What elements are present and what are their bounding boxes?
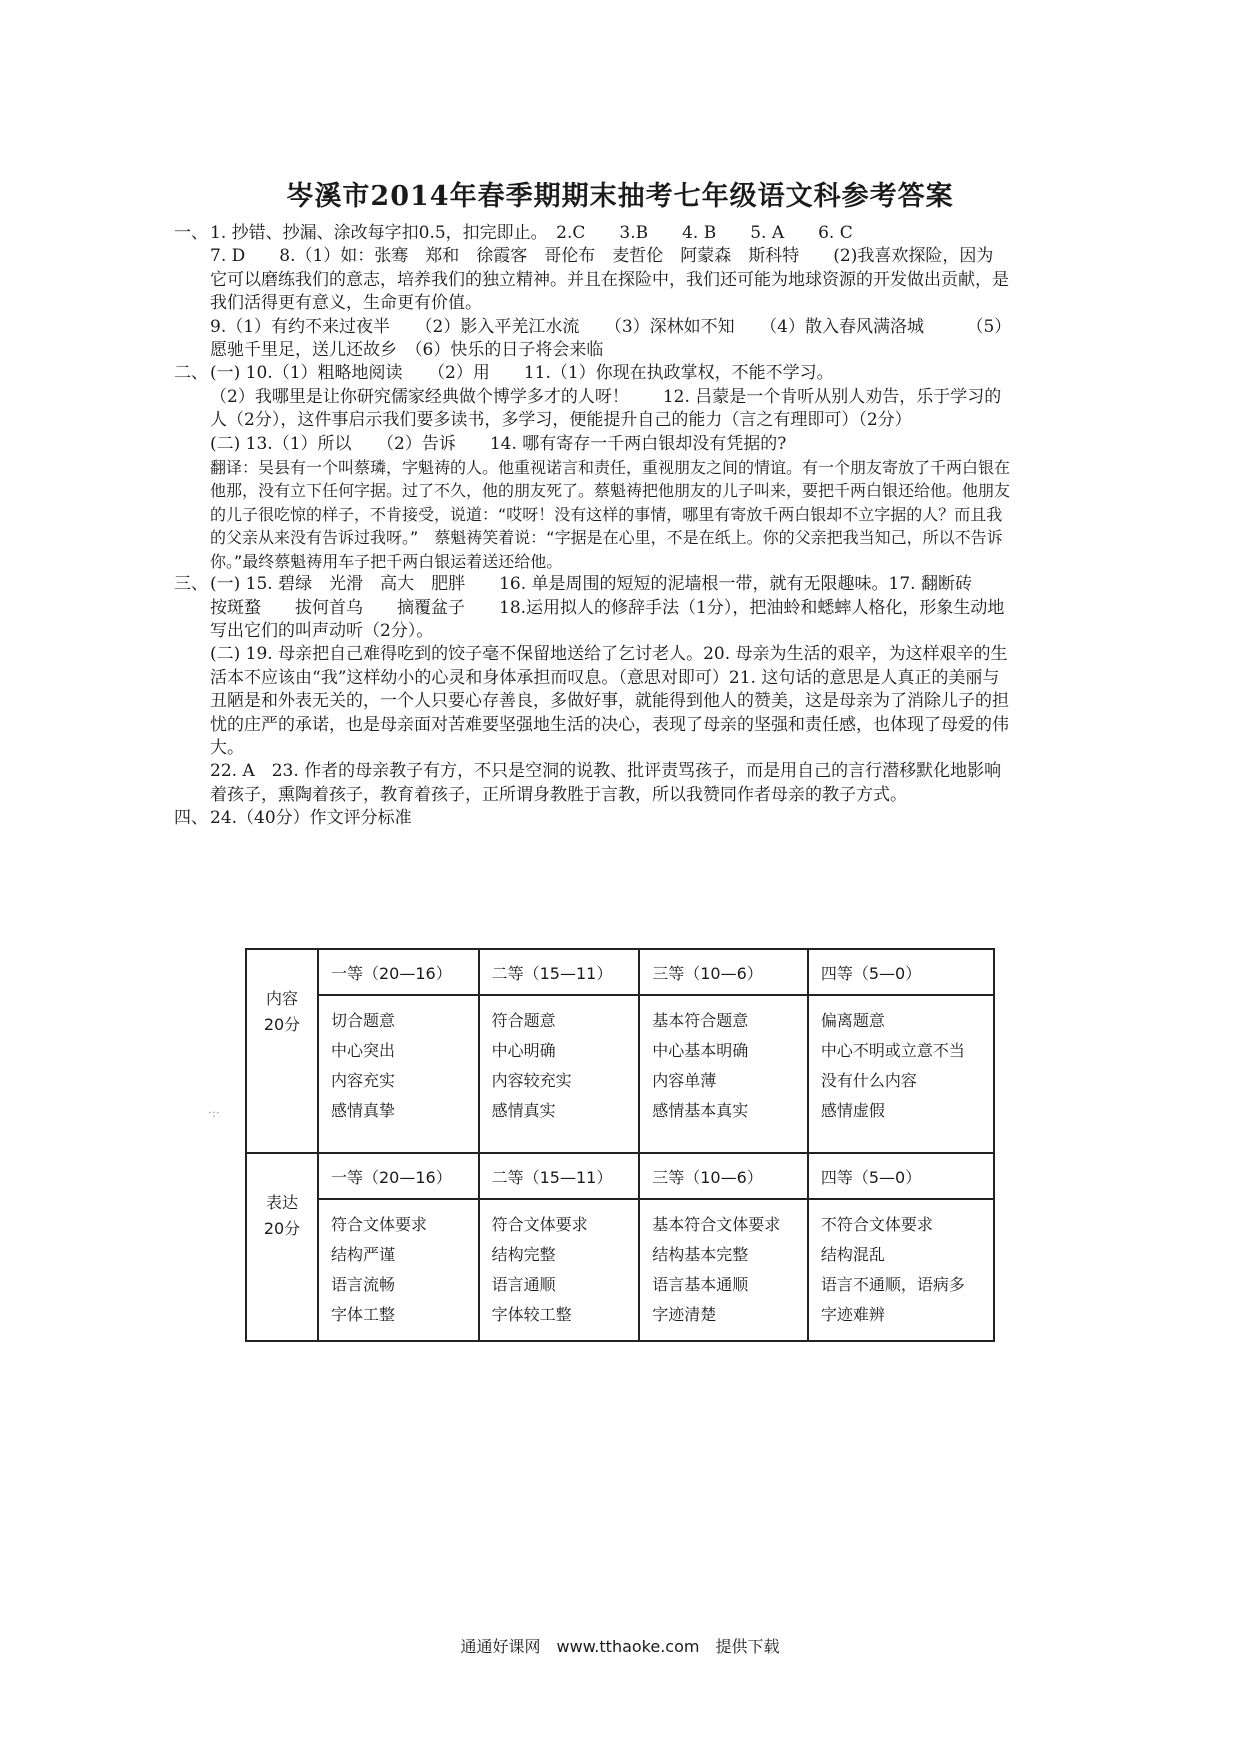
criterion: 基本符合文体要求: [652, 1215, 781, 1234]
criterion: 没有什么内容: [820, 1071, 917, 1090]
criterion: 结构基本完整: [652, 1245, 749, 1264]
grade-header: 二等（15—11）: [479, 949, 640, 995]
grade-criteria: [479, 1199, 640, 1341]
criterion: 结构混乱: [820, 1245, 885, 1264]
section-1-line-2: 7. D 8.（1）如：张骞 郑和 徐霞客 哥伦布 麦哲伦 阿蒙森 斯科特 (2)我喜欢探险，因为它可以磨练我们的意志，培养我们的独立精神。并且在探险中，我们还可能为地球资源的开发做出贡献，是我们活得更有意义，生命更有价值。: [210, 246, 1009, 314]
grade-criteria: [318, 1199, 479, 1341]
grade-criteria: [479, 995, 640, 1153]
grade-criteria: [808, 995, 994, 1153]
criterion: 符合文体要求: [331, 1215, 428, 1234]
criterion: 内容充实: [331, 1071, 396, 1090]
criterion: 语言不通顺，语病多: [820, 1275, 965, 1294]
translation-text: 翻译：吴县有一个叫蔡璘，字魁祷的人。他重视诺言和责任，重视朋友之间的情谊。有一个朋友寄放了千两白银在他那，没有立下任何字据。过了不久，他的朋友死了。蔡魁祷把他朋友的儿子叫来，要把千两白银还给他。他朋友的儿子很吃惊的样子，不肯接受，说道：“哎呀！没有这样的事情，哪里有寄放千两白银却不立字据的人？而且我的父亲从来没有告诉过我呀。” 蔡魁祷笑着说：“字据是在心里，不是在纸上。你的父亲把我当知己，所以不告诉你。”最终蔡魁祷用车子把千两白银运着送还给他。: [210, 458, 1011, 571]
section-1: [174, 222, 1010, 362]
section-3-label: 三、: [174, 574, 208, 595]
criterion: 感情真挚: [331, 1101, 396, 1120]
grade-header: 一等（20—16）: [318, 1153, 479, 1199]
rubric-row-content-header: [246, 949, 994, 995]
category-label: 表达: [265, 1193, 298, 1212]
section-3-part-3: 22. A 23. 作者的母亲教子有方，不只是空洞的说教、批评责骂孩子，而是用自己的言行潜移默化地影响着孩子，熏陶着孩子，教育着孩子，正所谓身教胜于言教，所以我赞同作者母亲的教子方式。: [210, 761, 1002, 805]
essay-rubric-table: [245, 948, 995, 1342]
criterion: 字迹难辨: [820, 1305, 885, 1324]
grade-header: 四等（5—0）: [808, 949, 994, 995]
criterion: 内容单薄: [652, 1071, 717, 1090]
page-footer: 通通好课网 www.tthaoke.com 提供下载: [460, 1637, 780, 1656]
criterion: 字体工整: [331, 1305, 396, 1324]
criterion: 感情基本真实: [652, 1101, 749, 1120]
rubric-row-expression-body: [246, 1199, 994, 1341]
section-3-part-2: (二) 19. 母亲把自己难得吃到的饺子毫不保留地送给了乞讨老人。20. 母亲为生活的艰辛，为这样艰辛的生活本不应该由“我”这样幼小的心灵和身体承担而叹息。（意思对即可）21. 这句话的意思是人真正的美丽与丑陋是和外表无关的，一个人只要心存善良，多做好事，就能得到他人的赞美，这是母亲为了消除儿子的担忧的庄严的承诺，也是母亲面对苦难要坚强地生活的决心，表现了母亲的坚强和责任感，也体现了母爱的伟大。: [210, 644, 1009, 758]
section-2: [174, 362, 1011, 573]
criterion: 不符合文体要求: [820, 1215, 933, 1234]
section-4-heading: 24.（40分）作文评分标准: [210, 808, 412, 829]
criterion: 结构严谨: [331, 1245, 396, 1264]
section-1-line-1: 1. 抄错、抄漏、涂改每字扣0.5，扣完即止。 2.C 3.B 4. B 5. A 6. C: [210, 223, 853, 243]
section-2-part-1: (一) 10.（1）粗略地阅读 （2）用 11.（1）你现在执政掌权，不能不学习。: [210, 363, 834, 384]
criterion: 语言流畅: [331, 1275, 396, 1294]
rubric-row-expression-header: [246, 1153, 994, 1199]
section-3-part-1: (一) 15. 碧绿 光滑 高大 肥胖 16. 单是周围的短短的泥墙根一带，就有无限趣味。17. 翻断砖 按斑蝥 拔何首乌 摘覆盆子 18.运用拟人的修辞手法（1分），把油蛉和蟋蟀人格化，形象生动地写出它们的叫声动听（2分）。: [210, 574, 1006, 641]
grade-criteria: [639, 1199, 808, 1341]
criterion: 中心不明或立意不当: [820, 1041, 965, 1060]
grade-header: 一等（20—16）: [318, 949, 479, 995]
criterion: 偏离题意: [820, 1011, 885, 1030]
scan-speck: ·:·: [208, 1106, 220, 1120]
section-4-label: 四、: [174, 808, 208, 829]
criterion: 感情虚假: [820, 1101, 885, 1120]
rubric-category-expression: [246, 1153, 318, 1341]
grade-header: 三等（10—6）: [639, 949, 808, 995]
grade-criteria: [639, 995, 808, 1153]
grade-header: 三等（10—6）: [639, 1153, 808, 1199]
grade-criteria: [808, 1199, 994, 1341]
grade-header: 四等（5—0）: [808, 1153, 994, 1199]
category-label: 内容: [265, 989, 298, 1008]
criterion: 语言基本通顺: [652, 1275, 749, 1294]
grade-criteria: [318, 995, 479, 1153]
criterion: 符合题意: [491, 1011, 556, 1030]
criterion: 内容较充实: [491, 1071, 572, 1090]
answer-content: [174, 222, 1011, 831]
section-1-label: 一、: [174, 223, 208, 243]
criterion: 中心突出: [331, 1041, 396, 1060]
rubric-row-content-body: [246, 995, 994, 1153]
criterion: 中心明确: [491, 1041, 556, 1060]
section-2-part-1-answer: （2）我哪里是让你研究儒家经典做个博学多才的人呀！ 12. 吕蒙是一个肯听从别人劝告，乐于学习的人（2分），这件事启示我们要多读书，多学习，便能提升自己的能力（言之有理即可）（2分）: [210, 386, 1002, 431]
criterion: 结构完整: [491, 1245, 556, 1264]
section-2-part-2: (二) 13.（1）所以 （2）告诉 14. 哪有寄存一千两白银却没有凭据的?: [210, 433, 787, 454]
category-points: 20分: [263, 1219, 301, 1238]
criterion: 中心基本明确: [652, 1041, 749, 1060]
criterion: 切合题意: [331, 1011, 396, 1030]
category-points: 20分: [263, 1015, 301, 1034]
criterion: 感情真实: [491, 1101, 556, 1120]
criterion: 基本符合题意: [652, 1011, 749, 1030]
section-2-label: 二、: [174, 363, 208, 384]
grade-header: 二等（15—11）: [479, 1153, 640, 1199]
page-title: 岑溪市2014年春季期期末抽考七年级语文科参考答案: [286, 181, 954, 212]
criterion: 语言通顺: [491, 1275, 556, 1294]
section-1-line-3: 9.（1）有约不来过夜半 （2）影入平羌江水流 （3）深林如不知 （4）散入春风满洛城 （5）愿驰千里足，送儿还故乡 （6）快乐的日子将会来临: [210, 316, 1003, 361]
section-4: [174, 807, 1010, 830]
section-3: [174, 573, 1010, 807]
criterion: 字体较工整: [491, 1305, 572, 1324]
criterion: 符合文体要求: [491, 1215, 588, 1234]
criterion: 字迹清楚: [652, 1305, 717, 1324]
rubric-category-content: [246, 949, 318, 1153]
